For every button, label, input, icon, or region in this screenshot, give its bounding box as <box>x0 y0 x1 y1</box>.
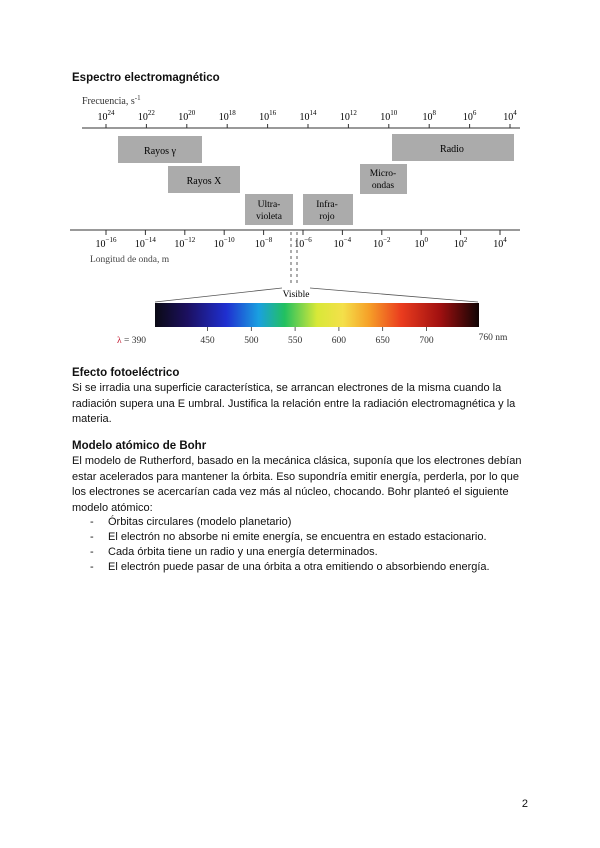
bohr-paragraph <box>72 454 527 516</box>
wavelength-tick-label: $10^0$ <box>414 236 428 250</box>
band-microwave-label-2: ondas <box>371 181 395 191</box>
band-uv-label-2: violeta <box>256 212 282 222</box>
visible-tick-label: 700 <box>419 336 434 346</box>
frequency-tick-label: $10^{10}$ <box>380 109 398 123</box>
photo-line-1: Si se irradia una superficie característica, se arrancan electrones de la misma cuando la <box>72 382 502 394</box>
band-ir-label-1: Infra- <box>316 200 338 210</box>
band-uv-label-1: Ultra- <box>257 200 281 210</box>
bohr-line-3: los electrones se acercarían cada vez más al núcleo, chocando. Bohr planteó el siguiente <box>72 486 509 498</box>
photo-paragraph <box>72 381 527 428</box>
visible-end-label: 760 nm <box>478 333 508 343</box>
wavelength-tick-label: $10^4$ <box>493 236 507 250</box>
visible-spectrum-bar <box>155 303 479 327</box>
frequency-tick-label: $10^{20}$ <box>178 109 196 123</box>
visible-zoom-line-left <box>155 288 282 302</box>
bohr-line-2: estar acelerados para mantener la órbita. Eso supondría emitir energía, perderla, por lo que <box>72 470 519 483</box>
photo-line-2: radiación supera una E umbral. Justifica la relación entre la radiación electromagnética y la <box>72 397 516 410</box>
wavelength-ticks <box>96 230 508 250</box>
spectrum-title: Espectro electromagnético <box>72 72 220 84</box>
em-spectrum-diagram <box>0 0 600 360</box>
frequency-tick-label: $10^{22}$ <box>137 109 155 123</box>
wavelength-tick-label: $10^2$ <box>453 236 468 250</box>
bohr-line-4: modelo atómico: <box>72 501 153 514</box>
wavelength-tick-label: $10^{-10}$ <box>213 236 235 250</box>
frequency-tick-label: $10^{16}$ <box>259 109 277 123</box>
frequency-tick-label: $10^{12}$ <box>339 109 357 123</box>
visible-lambda-start: λ = 390 <box>117 336 146 346</box>
frequency-tick-label: $10^8$ <box>422 109 436 123</box>
band-radio-label: Radio <box>440 144 464 155</box>
frequency-tick-label: $10^{24}$ <box>97 109 115 123</box>
wavelength-tick-label: $10^{-12}$ <box>174 236 196 250</box>
wavelength-tick-label: $10^{-8}$ <box>254 236 273 250</box>
wavelength-tick-label: $10^{-6}$ <box>294 236 312 250</box>
bohr-title: Modelo atómico de Bohr <box>72 440 207 452</box>
list-item: - Cada órbita tiene un radio y una energía determinados. <box>90 545 490 560</box>
frequency-tick-label: $10^{18}$ <box>218 109 236 123</box>
wavelength-tick-label: $10^{-4}$ <box>333 236 352 250</box>
list-item: - Órbitas circulares (modelo planetario) <box>90 515 490 530</box>
visible-tick-label: 600 <box>331 336 347 346</box>
page-number: 2 <box>521 798 528 810</box>
photo-line-3: materia. <box>72 413 112 425</box>
visible-tick-label: 550 <box>287 336 303 346</box>
visible-tick-label: 650 <box>375 336 390 346</box>
frequency-axis-label: Frecuencia, $s^{-1}$ <box>82 94 141 107</box>
frequency-ticks <box>98 109 518 128</box>
wavelength-axis-label: Longitud de onda, m <box>90 255 170 265</box>
band-xray-label: Rayos X <box>186 176 222 187</box>
wavelength-tick-label: $10^{-2}$ <box>373 236 391 250</box>
frequency-tick-label: $10^6$ <box>462 109 477 123</box>
bohr-line-1: El modelo de Rutherford, basado en la mecánica clásica, suponía que los electrones debían <box>72 455 522 467</box>
band-gamma-label: Rayos γ <box>144 146 176 157</box>
frequency-tick-label: $10^{14}$ <box>299 109 317 123</box>
photo-title: Efecto fotoeléctrico <box>72 367 180 379</box>
frequency-tick-label: $10^4$ <box>503 109 517 123</box>
visible-tick-label: 500 <box>244 336 259 346</box>
visible-zoom-line-right <box>310 288 478 302</box>
bohr-postulates-list <box>90 515 490 575</box>
visible-tick-label: 450 <box>200 336 215 346</box>
visible-ticks <box>200 327 433 346</box>
list-item: - El electrón no absorbe ni emite energía, se encuentra en estado estacionario. <box>90 530 490 545</box>
band-ir-label-2: rojo <box>319 212 335 222</box>
visible-label: Visible <box>282 290 310 300</box>
wavelength-tick-label: $10^{-14}$ <box>134 236 156 250</box>
wavelength-tick-label: $10^{-16}$ <box>95 236 117 250</box>
list-item: - El electrón puede pasar de una órbita a otra emitiendo o absorbiendo energía. <box>90 560 490 575</box>
band-microwave-label-1: Micro- <box>369 169 397 179</box>
